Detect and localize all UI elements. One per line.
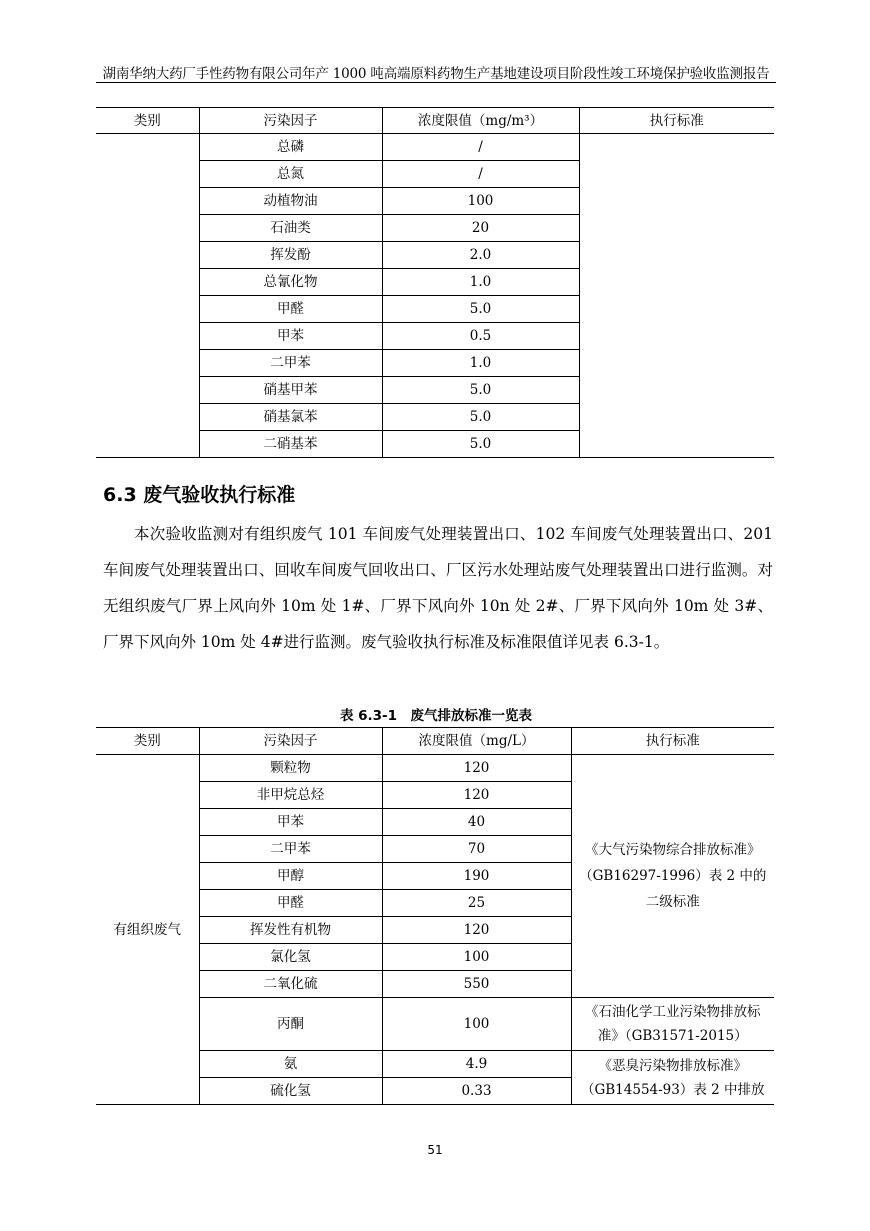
- limit-cell: 1.0: [382, 350, 579, 377]
- column-header-category: 类别: [96, 728, 199, 755]
- factor-cell: 二硝基苯: [199, 431, 382, 458]
- limit-cell: 20: [382, 215, 579, 242]
- limit-cell: 120: [382, 917, 571, 944]
- exhaust-gas-standard-table: [96, 727, 774, 1105]
- factor-cell: 硫化氢: [199, 1078, 382, 1105]
- limit-cell: 1.0: [382, 269, 579, 296]
- factor-cell: 硝基氯苯: [199, 404, 382, 431]
- column-header-limit: 浓度限值（mg/L）: [382, 728, 571, 755]
- page-number: 51: [427, 1143, 443, 1157]
- limit-cell: 0.5: [382, 323, 579, 350]
- limit-cell: 190: [382, 863, 571, 890]
- table-header-row: [96, 108, 774, 134]
- limit-cell: 25: [382, 890, 571, 917]
- limit-cell: 100: [382, 998, 571, 1051]
- factor-cell: 氨: [199, 1051, 382, 1078]
- limit-cell: /: [382, 161, 579, 188]
- factor-cell: 总氮: [199, 161, 382, 188]
- column-header-standard: 执行标准: [579, 108, 774, 134]
- limit-cell: 5.0: [382, 431, 579, 458]
- factor-cell: 二甲苯: [199, 836, 382, 863]
- factor-cell: 甲苯: [199, 323, 382, 350]
- section-paragraph: [103, 516, 773, 660]
- factor-cell: 石油类: [199, 215, 382, 242]
- factor-cell: 甲苯: [199, 809, 382, 836]
- table-header-row: [96, 728, 774, 755]
- factor-cell: 二氧化硫: [199, 971, 382, 998]
- factor-cell: 颗粒物: [199, 755, 382, 782]
- header-divider: [96, 82, 776, 83]
- column-header-factor: 污染因子: [199, 108, 382, 134]
- factor-cell: 丙酮: [199, 998, 382, 1051]
- limit-cell: 70: [382, 836, 571, 863]
- column-header-factor: 污染因子: [199, 728, 382, 755]
- limit-cell: 40: [382, 809, 571, 836]
- limit-cell: 5.0: [382, 377, 579, 404]
- table-row: [96, 134, 774, 161]
- factor-cell: 硝基甲苯: [199, 377, 382, 404]
- factor-cell: 动植物油: [199, 188, 382, 215]
- limit-cell: 120: [382, 755, 571, 782]
- factor-cell: 二甲苯: [199, 350, 382, 377]
- limit-cell: 2.0: [382, 242, 579, 269]
- limit-cell: /: [382, 134, 579, 161]
- factor-cell: 总氰化物: [199, 269, 382, 296]
- limit-cell: 5.0: [382, 296, 579, 323]
- table-caption: 表 6.3-1 废气排放标准一览表: [339, 708, 533, 724]
- factor-cell: 甲醛: [199, 296, 382, 323]
- paragraph-text: 本次验收监测对有组织废气 101 车间废气处理装置出口、102 车间废气处理装置出口、201 车间废气处理装置出口、回收车间废气回收出口、厂区污水处理站废气处理装置出口进行监测。对无组织废气厂界上风向外 10m 处 1#、厂界下风向外 10n 处 2#、厂界下风向外 10m 处 3#、厂界下风向外 10m 处 4#进行监测。废气验收执行标准及标准限值详见表 6.3-1。: [103, 525, 773, 651]
- limit-cell: 100: [382, 944, 571, 971]
- factor-cell: 甲醛: [199, 890, 382, 917]
- standard-cell-gb31571: 《石油化学工业污染物排放标准》（GB31571-2015）: [571, 998, 774, 1051]
- limit-cell: 4.9: [382, 1051, 571, 1078]
- limit-cell: 120: [382, 782, 571, 809]
- column-header-category: 类别: [96, 108, 199, 134]
- column-header-standard: 执行标准: [571, 728, 774, 755]
- factor-cell: 总磷: [199, 134, 382, 161]
- limit-cell: 0.33: [382, 1078, 571, 1105]
- factor-cell: 氯化氢: [199, 944, 382, 971]
- category-cell: [96, 134, 199, 458]
- factor-cell: 非甲烷总烃: [199, 782, 382, 809]
- column-header-limit: 浓度限值（mg/m³）: [382, 108, 579, 134]
- category-cell: 有组织废气: [96, 755, 199, 1105]
- standard-cell-gb14554: 《恶臭污染物排放标准》（GB14554-93）表 2 中排放: [571, 1051, 774, 1105]
- limit-cell: 550: [382, 971, 571, 998]
- limit-cell: 100: [382, 188, 579, 215]
- factor-cell: 挥发性有机物: [199, 917, 382, 944]
- table-row: [96, 755, 774, 782]
- limit-cell: 5.0: [382, 404, 579, 431]
- page-header: 湖南华纳大药厂手性药物有限公司年产 1000 吨高端原料药物生产基地建设项目阶段性竣工环境保护验收监测报告: [102, 66, 770, 82]
- factor-cell: 甲醇: [199, 863, 382, 890]
- standard-cell: [579, 134, 774, 458]
- wastewater-limit-table: [96, 107, 774, 458]
- standard-cell-gb16297: 《大气污染物综合排放标准》（GB16297-1996）表 2 中的二级标准: [571, 755, 774, 998]
- section-heading: 6.3 废气验收执行标准: [103, 484, 296, 506]
- factor-cell: 挥发酚: [199, 242, 382, 269]
